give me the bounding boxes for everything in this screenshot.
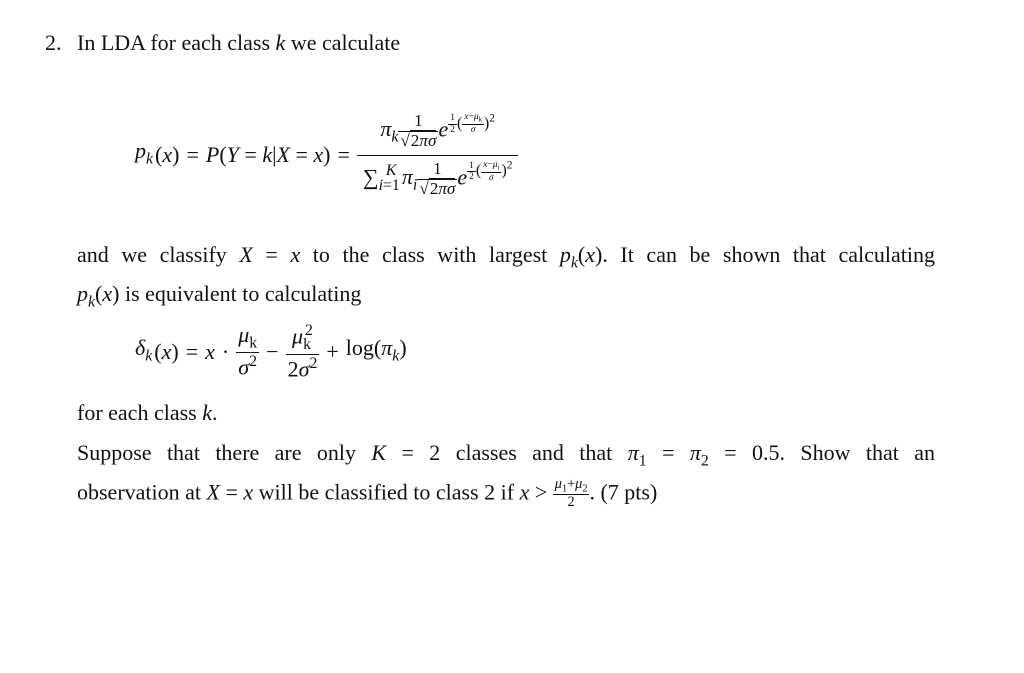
posterior-formula: $p_k$ (x) = P(Y = k|X = x) = $\pi_k$ $\frac{1}{√2\pi\sigma}$ e $^{\frac{1}{2} ( \frac{x-\mu_k}{\sigma} )^2}$ $\sum_{i=1}^K$ $\pi_i$ $\frac{1}{√2\pi\sigma}$ e $^{\frac{1}{2} ( \frac{x-\mu_i}{\sigma} )^2}$	[134, 112, 519, 198]
intro-var-k: k	[275, 30, 286, 55]
paragraph2-line2: $p_k(x)$ is equivalent to calculating	[77, 280, 362, 311]
discriminant-formula: $\delta_k$ (x) = x · $\frac{\mu_k}{\sigma^2}$ − $\frac{\mu_k^2}{2\sigma^2}$ + $\log(\pi_k)$	[135, 322, 407, 382]
paragraph4-line2: observation at X = x will be classified to class 2 if x > $\frac{\mu_1+\mu_2}{2}$ . (7 pts)	[77, 475, 658, 511]
task-paragraph	[77, 438, 935, 511]
intro-text-after: we calculate	[290, 30, 401, 55]
classification-paragraph	[77, 240, 935, 317]
question-number	[45, 28, 62, 58]
paragraph2-line1: and we classify X = x to the class with largest $p_k(x)$. It can be shown that calculating	[77, 242, 936, 272]
item-number: 2.	[45, 30, 62, 55]
paragraph4-line1: Suppose that there are only K = 2 classes and that $\pi_1 = \pi_2 = 0.5$. Show that an	[77, 440, 936, 470]
posterior-fraction: $\pi_k$ $\frac{1}{√2\pi\sigma}$ e $^{\frac{1}{2} ( \frac{x-\mu_k}{\sigma} )^2}$ $\sum_{i=1}^K$ $\pi_i$ $\frac{1}{√2\pi\sigma}$ e $^{\frac{1}{2} ( \frac{x-\mu_i}{\sigma} )^2}$	[357, 112, 519, 198]
for-each-class-line: for each class k.	[77, 400, 218, 425]
question-intro	[77, 28, 400, 58]
intro-text-before: In LDA for each class	[77, 30, 271, 55]
